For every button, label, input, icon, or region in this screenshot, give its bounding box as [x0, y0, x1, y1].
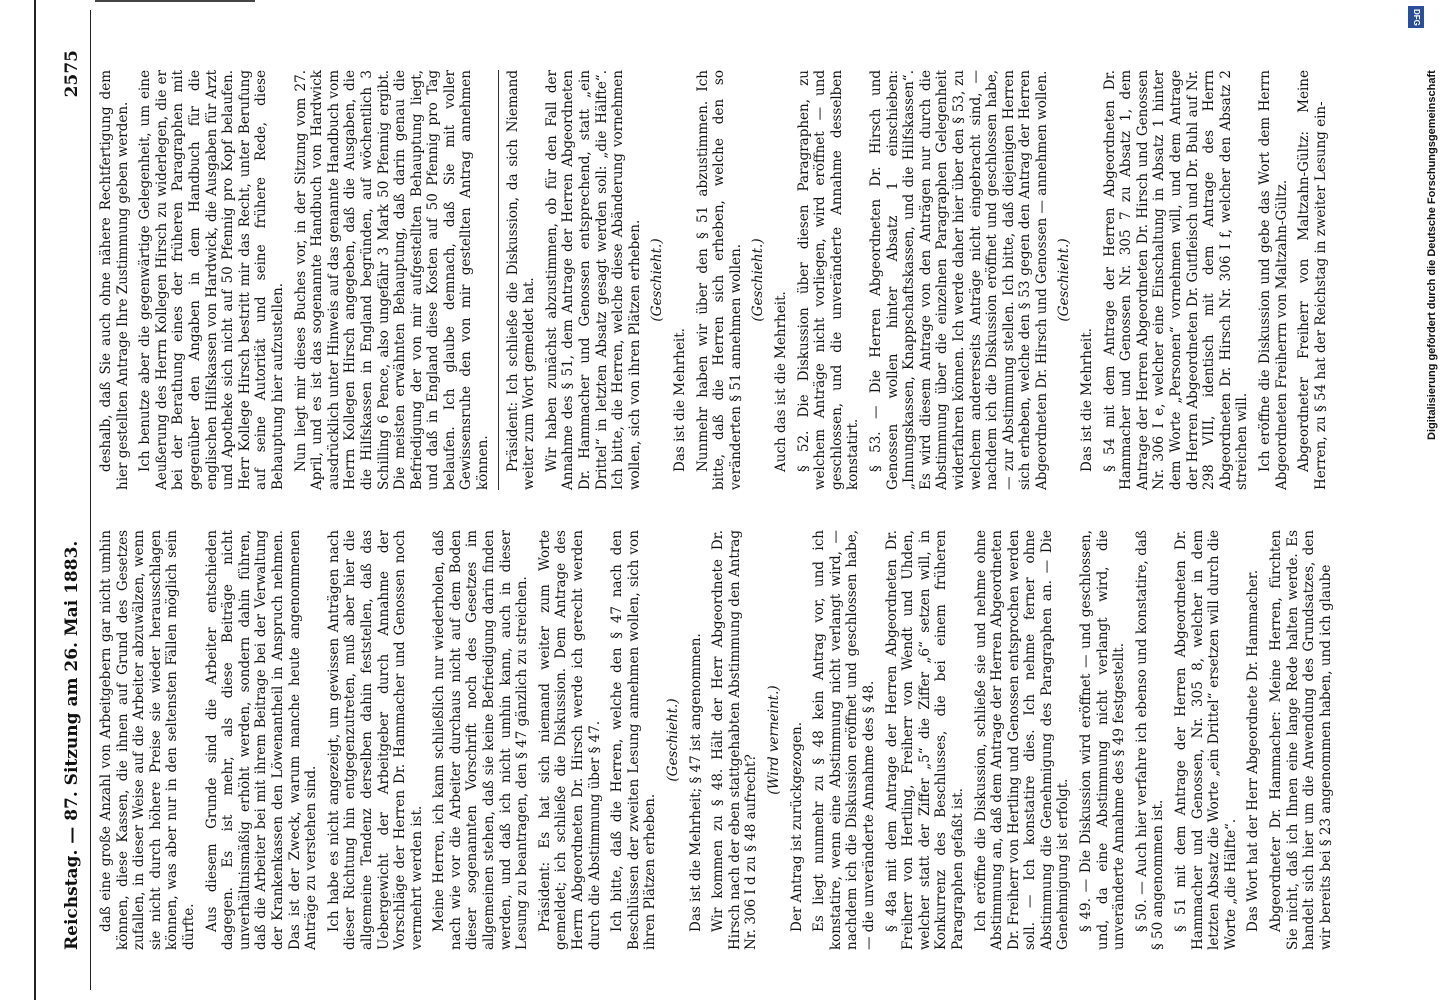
paragraph: Nun liegt mir dieses Buches vor, in der Sitzung vom 27. April, und es ist das sogenannte Handbuch von Hardwick ausdrücklich unter Hinweis auf das genannte Handbuch vom Herrn Kollegen Hirsch angegeben, daß die Ausgaben, die die Hilfskassen in England begründen, auf wöchentlich 3 Schilling 6 Pence, also ungefähr 3 Mark 50 Pfennig ergibt. Die meisten erwähnten Behauptung, daß darin genau die Befriedigung der von mir aufgestellten Behauptung liegt, und daß in England diese Kosten auf 50 Pfennig pro Tag belaufen. Ich glaube demnach, daß Sie mit voller Gewissensruhe den von mir gestellten Antrag annehmen können. [292, 70, 492, 490]
paragraph: Meine Herren, ich kann schließlich nur wiederholen, daß nach wie vor die Arbeiter durchaus nicht auf dem Boden dieser sogenannten Vorschrift noch des Gesetzes im allgemeinen stehen, daß sie keine Befriedigung darin finden werden, und daß ich nicht umhin kann, auch in dieser Lesung zu beantragen, den § 47 gänzlich zu streichen. [431, 530, 531, 950]
credit-text: Digitalisierung gefördert durch die Deutsche Forschungsgemeinschaft [1426, 70, 1438, 440]
paragraph: § 48a mit dem Antrage der Herren Abgeordneten Dr. Freiherr von Hertling, Freiherr von Wendt und Uhden, welcher statt der Ziffer „5“ die Ziffer „6“ setzen will, in Konkurrenz des Beschlusses, die bei einem früheren Paragraphen gefaßt ist. [883, 530, 966, 950]
digitization-credit [1404, 0, 1438, 1000]
paragraph: Abgeordneter Freiherr von Maltzahn-Gültz: Meine Herren, zu § 54 hat der Reichstag in zweiter Lesung ein- [1296, 70, 1329, 490]
paragraph: § 54 mit dem Antrage der Herren Abgeordneten Dr. Hammacher und Genossen Nr. 305 7 zu Absatz 1, dem Antrage der Herren Abgeordneten Dr. Hirsch und Genossen Nr. 306 I e, welcher eine Einschaltung in Absatz 1 hinter dem Worte „Personen“ vornehmen will, und dem Antrage der Herren Abgeordneten Dr. Gutfleisch und Dr. Buhl auf Nr. 298 VIII, identisch mit dem Antrage des Herrn Abgeordneten Dr. Hirsch Nr. 306 I f, welcher den Absatz 2 streichen will. [1101, 70, 1251, 490]
paragraph: Das ist die Mehrheit. [672, 328, 688, 472]
paragraph: Ich bitte, daß die Herren, welche den § 47 nach den Beschlüssen der zweiten Lesung annehmen wollen, sich von ihren Plätzen erheben. [609, 530, 659, 950]
paragraph: daß eine große Anzahl von Arbeitgebern gar nicht umhin können, diese Kassen, die ihnen auf Grund des Gesetzes zufallen, in dieser Weise auf die Arbeiter abzuwälzen, wenn sie nicht durch höhere Preise sie wieder herausschlagen können, was aber nur in den seltensten Fällen möglich sein dürfte. [98, 530, 197, 950]
paragraph: § 53. — Die Herren Abgeordneten Dr. Hirsch und Genossen wollen hinter Absatz 1 einschieben: „Innungskassen, Knappschaftskassen, und die Hilfskassen“. Es wird diesem Antrage von den Anträgen nur durch die Abstimmung über die einzelnen Paragraphen Gelegenheit widerfahren können. Ich werde daher hier über den § 53, zu welchem andererseits Anträge nicht eingebracht sind, — nachdem ich die Diskussion eröffnet und geschlossen habe, — zur Abstimmung stellen. Ich bitte, daß diejenigen Herren sich erheben, welche den § 53 gegen den Antrag der Herren Abgeordneten Dr. Hirsch und Genossen — annehmen wollen. [867, 70, 1050, 490]
paragraph: deshalb, daß Sie auch ohne nähere Rechtfertigung dem hier gestellten Antrage Ihre Zustimmung geben werden. [98, 70, 131, 490]
stage-direction: (Geschieht.) [649, 238, 666, 322]
paragraph: Der Antrag ist zurückgezogen. [788, 721, 805, 932]
paragraph: Das ist die Mehrheit; § 47 ist angenommen. [687, 633, 704, 932]
paragraph: Das ist die Mehrheit. [1079, 328, 1096, 472]
column-right [98, 70, 1335, 490]
page-header [60, 10, 91, 990]
stage-direction: (Geschieht.) [750, 238, 767, 322]
dfg-logo: DFG [1408, 6, 1424, 28]
paragraph: Ich eröffne die Diskussion und gebe das Wort dem Herrn Abgeordneten Freiherrn von Maltzahn-Gültz. [1257, 70, 1290, 490]
paragraph: Präsident: Es hat sich niemand weiter zum Worte gemeldet; ich schließe die Diskussion. Dem Antrage des Herrn Abgeordneten Dr. Hirsch werde ich gerecht werden durch die Abstimmung über § 47. [536, 530, 603, 950]
paragraph: Ich benutze aber die gegenwärtige Gelegenheit, um eine Aeußerung des Herrn Kollegen Hirsch zu widerlegen, die er bei der Berathung eines der früheren Paragraphen mit gegenüber den Angaben in dem Handbuch für die englischen Hilfskassen von Hardwick, die Ausgaben für Arzt und Apotheke sich nicht auf 50 Pfennig pro Kopf belaufen. Herr Kollege Hirsch bestritt mir das Recht, unter Berufung auf seine Autorität und seine frühere Rede, diese Behauptung hier aufzustellen. [137, 70, 286, 490]
paragraph: Das Wort hat der Herr Abgeordnete Dr. Hammacher. [1245, 569, 1262, 932]
paragraph: Ich eröffne die Diskussion, schließe sie und nehme ohne Abstimmung an, daß dem Antrage der Herren Abgeordneten Dr. Freiherr von Hertling und Genossen entsprochen werden soll. — Ich konstatire dies. Ich nehme ferner ohne Abstimmung die Genehmigung des Paragraphen an. — Die Genehmigung ist erfolgt. [972, 530, 1072, 950]
paragraph: Auch das ist die Mehrheit. [772, 291, 789, 472]
paragraph: § 52. Die Diskussion über diesen Paragraphen, zu welchem Anträge nicht vorliegen, wird eröffnet — und geschlossen, und die unveränderte Annahme desselben konstatirt. [795, 70, 862, 490]
paragraph: § 50. — Auch hier verfahre ich ebenso und konstatire, daß § 50 angenommen ist. [1133, 530, 1167, 950]
header-title: Reichstag. — 87. Sitzung am 26. Mai 1883. [62, 540, 82, 950]
paragraph: Nunmehr haben wir über den § 51 abzustimmen. Ich bitte, daß die Herren sich erheben, welche den so veränderten § 51 annehmen wollen. [694, 70, 744, 490]
scan-top-mark [95, 0, 255, 2]
column-left [98, 530, 1340, 950]
stage-direction: (Geschieht.) [1056, 238, 1073, 322]
paragraph: Ich habe es nicht angezeigt, um gewissen Anträgen nach dieser Richtung hin entgegenzutreten, muß aber hier die allgemeine Tendenz derselben dahin feststellen, daß das Uebergewicht der Arbeitgeber durch Annahme der Vorschläge der Herren Dr. Hammacher und Genossen noch vermehrt werden ist. [325, 530, 425, 950]
divider [498, 70, 499, 490]
paragraph: § 49. — Die Diskussion wird eröffnet — und geschlossen, und, da eine Abstimmung nicht verlangt wird, die unveränderte Annahme des § 49 festgestellt. [1078, 530, 1128, 950]
rotated-content [40, 10, 1400, 990]
paragraph: Aus diesem Grunde sind die Arbeiter entschieden dagegen. Es ist mehr, als diese Beiträge nicht unverhältnismäßig erhöht werden, sondern dahin führen, daß die Arbeiter bei mit ihrem Beitrage bei der Verwaltung der Krankenkassen den Löwenantheil in Anspruch nehmen. Das ist der Zweck, warum manche heute angenommenen Anträge zu verstehen sind. [203, 530, 320, 950]
paragraph: Wir kommen zu § 48. Hält der Herr Abgeordnete Dr. Hirsch nach der eben stattgehabten Abstimmung den Antrag Nr. 306 I d zu § 48 aufrecht? [710, 530, 760, 950]
stage-direction: (Wird verneint.) [765, 685, 782, 795]
document-page [40, 10, 1400, 990]
paragraph: Abgeordneter Dr. Hammacher: Meine Herren, fürchten Sie nicht, daß ich Ihnen eine lange Rede halten werde. Es handelt sich hier um die Anwendung des Grundsatzes, den wir bereits bei § 23 angenommen haben, und ich glaube [1268, 530, 1334, 950]
paragraph: Präsident: Ich schließe die Diskussion, da sich Niemand weiter zum Wort gemeldet hat. [504, 70, 538, 490]
paragraph: Wir haben zunächst abzustimmen, ob für den Fall der Annahme des § 51, dem Antrage der Herren Abgeordneten Dr. Hammacher und Genossen entsprechend, statt „ein Drittel“ in letzten Absatz gesagt werden soll: „die Hälfte“. Ich bitte, die Herren, welche diese Abänderung vornehmen wollen, sich von ihren Plätzen erheben. [543, 70, 643, 490]
scan-fold-line [34, 0, 36, 1000]
paragraph: Es liegt nunmehr zu § 48 kein Antrag vor, und ich konstatire, wenn eine Abstimmung nicht verlangt wird, — nachdem ich die Diskussion eröffnet und geschlossen habe, — die unveränderte Annahme des § 48. [811, 530, 877, 950]
paragraph: § 51 mit dem Antrage der Herren Abgeordneten Dr. Hammacher und Genossen, Nr. 305 8, welcher in dem letzten Absatz die Worte „ein Drittel“ ersetzen will durch die Worte „die Hälfte“. [1173, 530, 1239, 950]
page-number: 2575 [62, 50, 82, 98]
stage-direction: (Geschieht.) [665, 698, 681, 782]
